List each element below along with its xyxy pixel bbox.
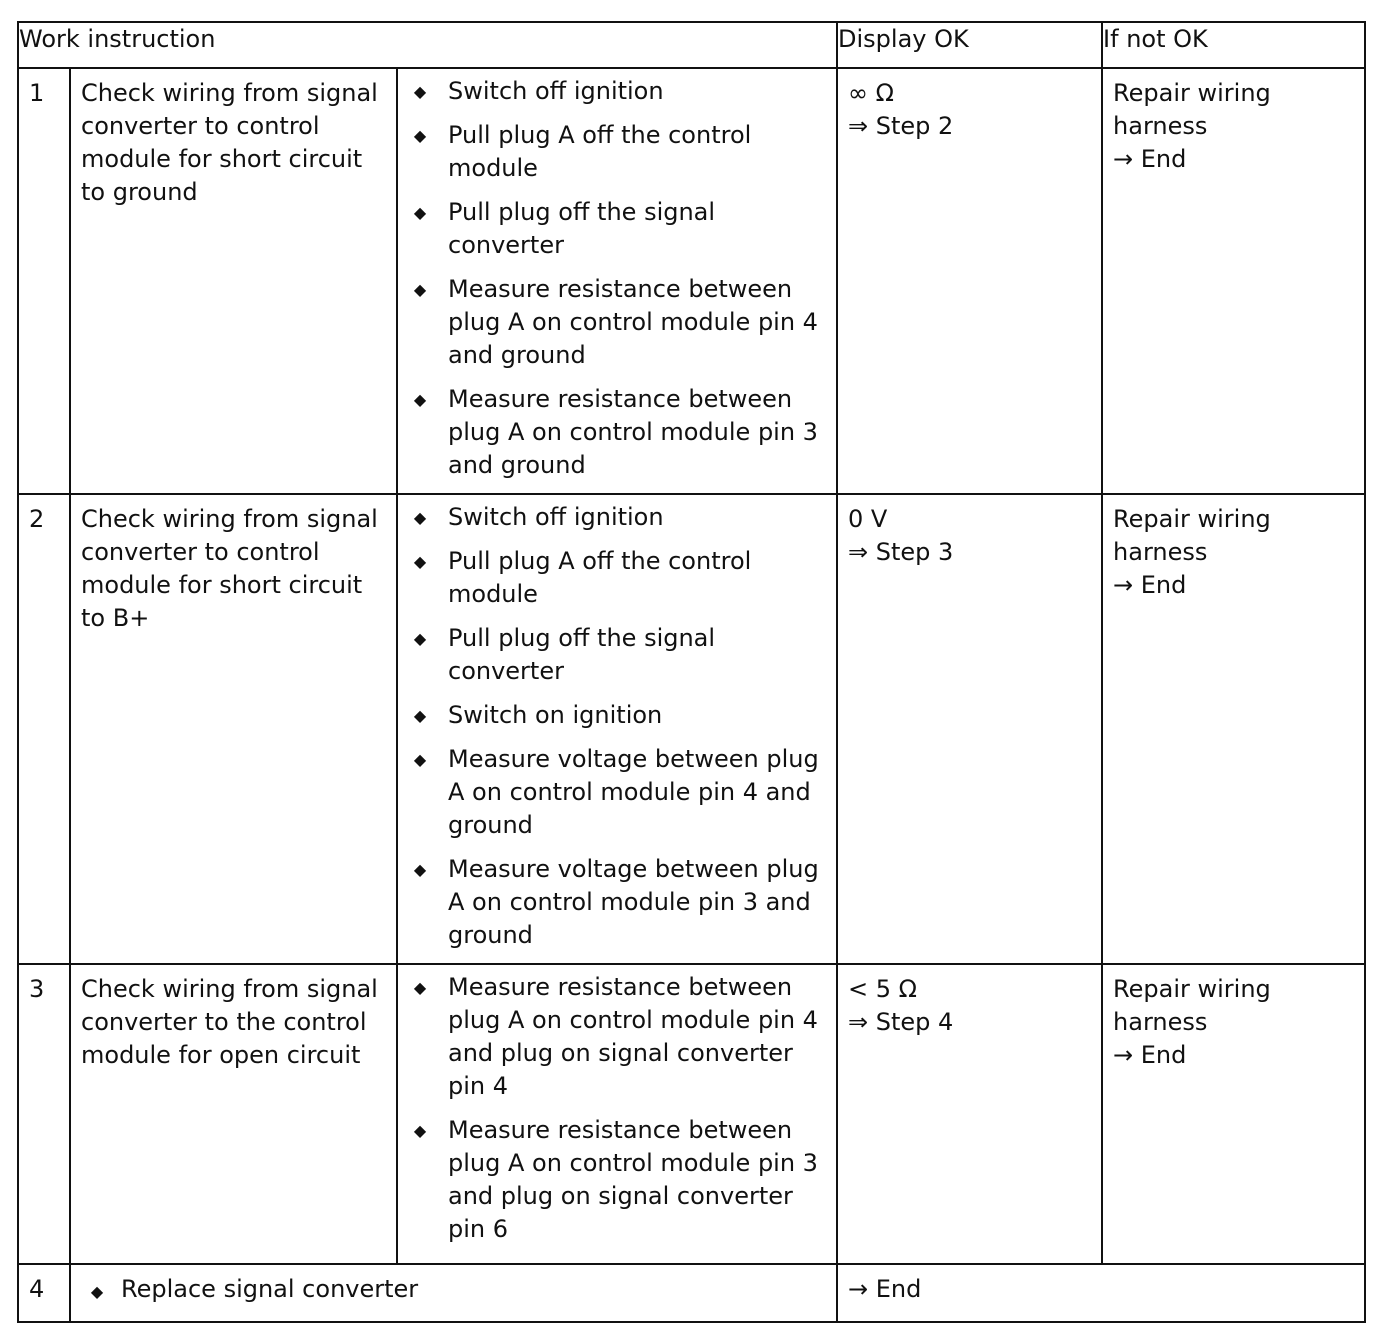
display-ok-next: ⇒ Step 2 (848, 112, 954, 140)
header-display-ok: Display OK (837, 22, 1102, 68)
display-ok-next: ⇒ Step 3 (848, 538, 954, 566)
diamond-bullet-icon: ◆ (413, 750, 427, 769)
diamond-bullet-icon: ◆ (413, 280, 427, 299)
display-ok-cell (837, 964, 1102, 1264)
step-number: 1 (18, 68, 70, 494)
table-row (18, 68, 1365, 494)
if-not-ok-next: → End (1113, 1041, 1187, 1069)
final-display-ok: → End (837, 1264, 1365, 1322)
action-list (410, 75, 828, 482)
list-item: ◆ Measure resistance between plug A on control module pin 3 and plug on signal converter pin 6 (410, 1114, 828, 1246)
action-list (410, 501, 828, 952)
diamond-bullet-icon: ◆ (413, 552, 427, 571)
table-row (18, 1264, 1365, 1322)
list-item: ◆ Switch on ignition (410, 699, 828, 732)
list-item: ◆ Measure resistance between plug A on control module pin 3 and ground (410, 383, 828, 482)
list-item: ◆ Pull plug A off the control module (410, 119, 828, 185)
diamond-bullet-icon: ◆ (413, 82, 427, 101)
list-item: ◆ Measure resistance between plug A on control module pin 4 and ground (410, 273, 828, 372)
step-actions (397, 494, 837, 964)
list-item: ◆ Pull plug off the signal converter (410, 622, 828, 688)
display-ok-value: ∞ Ω (848, 79, 894, 107)
diamond-bullet-icon: ◆ (413, 1121, 427, 1140)
diamond-bullet-icon: ◆ (413, 203, 427, 222)
header-if-not-ok: If not OK (1102, 22, 1365, 68)
if-not-ok-cell (1102, 494, 1365, 964)
display-ok-cell (837, 494, 1102, 964)
diamond-bullet-icon: ◆ (413, 860, 427, 879)
if-not-ok-next: → End (1113, 571, 1187, 599)
list-item: ◆ Measure resistance between plug A on control module pin 4 and plug on signal converter pin 4 (410, 971, 828, 1103)
list-item: ◆ Pull plug off the signal converter (410, 196, 828, 262)
if-not-ok-next: → End (1113, 145, 1187, 173)
header-work-instruction: Work instruction (18, 22, 837, 68)
action-list (410, 971, 828, 1246)
step-number: 4 (18, 1264, 70, 1322)
step-number: 2 (18, 494, 70, 964)
if-not-ok-cell (1102, 964, 1365, 1264)
list-item: ◆ Pull plug A off the control module (410, 545, 828, 611)
display-ok-value: < 5 Ω (848, 975, 918, 1003)
step-description: Check wiring from signal converter to the control module for open circuit (70, 964, 397, 1264)
list-item: ◆ Switch off ignition (410, 75, 828, 108)
step-description: Check wiring from signal converter to control module for short circuit to B+ (70, 494, 397, 964)
diamond-bullet-icon: ◆ (413, 629, 427, 648)
diamond-bullet-icon: ◆ (413, 390, 427, 409)
diamond-bullet-icon: ◆ (413, 508, 427, 527)
if-not-ok-action: Repair wiring harness (1113, 975, 1271, 1036)
if-not-ok-cell (1102, 68, 1365, 494)
if-not-ok-action: Repair wiring harness (1113, 79, 1271, 140)
list-item: ◆ Measure voltage between plug A on control module pin 4 and ground (410, 743, 828, 842)
diamond-bullet-icon: ◆ (413, 978, 427, 997)
list-item: ◆ Switch off ignition (410, 501, 828, 534)
table-row (18, 964, 1365, 1264)
if-not-ok-action: Repair wiring harness (1113, 505, 1271, 566)
step-number: 3 (18, 964, 70, 1264)
display-ok-value: 0 V (848, 505, 888, 533)
final-step-action: ◆ Replace signal converter (70, 1264, 837, 1322)
display-ok-cell (837, 68, 1102, 494)
table-header-row (18, 22, 1365, 68)
diamond-bullet-icon: ◆ (90, 1282, 104, 1301)
step-actions (397, 68, 837, 494)
list-item: ◆ Measure voltage between plug A on control module pin 3 and ground (410, 853, 828, 952)
work-instruction-table (17, 21, 1366, 1323)
diamond-bullet-icon: ◆ (413, 706, 427, 725)
table-row (18, 494, 1365, 964)
display-ok-next: ⇒ Step 4 (848, 1008, 954, 1036)
step-actions (397, 964, 837, 1264)
step-description: Check wiring from signal converter to control module for short circuit to ground (70, 68, 397, 494)
diamond-bullet-icon: ◆ (413, 126, 427, 145)
